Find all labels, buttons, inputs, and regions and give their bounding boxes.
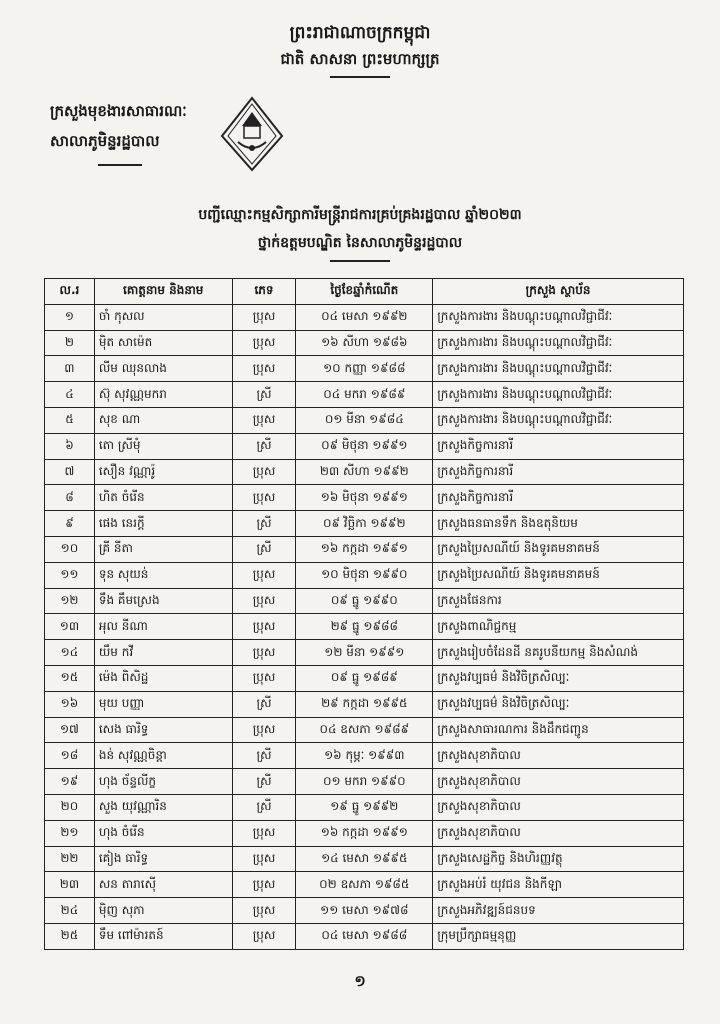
birth-date-cell: ០៤ មករា ១៩៨៩ [296,382,433,408]
birth-date-cell: ០៤ មេសា ១៩៩២ [296,304,433,330]
gender-cell: ប្រុស [232,459,296,485]
birth-date-cell: ១០ កញ្ញា ១៩៨៨ [296,356,433,382]
birth-date-cell: ១៩ ធ្នូ ១៩៩២ [296,794,433,820]
birth-date-cell: ០៩ វិច្ឆិកា ១៩៩២ [296,511,433,537]
table-row [45,923,684,949]
birth-date-cell: ០៤ មេសា ១៩៨៨ [296,923,433,949]
ministry-cell: ក្រសួងរៀបចំដែនដី នគរូបនីយកម្ម និងសំណង់ [433,640,684,666]
row-number-cell: ៣ [45,356,95,382]
row-number-cell: ៨ [45,485,95,511]
ministry-cell: ក្រសួងអភិវឌ្ឍន៍ជនបទ [433,898,684,924]
ministry-cell: ក្រុមប្រឹក្សាធម្មនុញ្ញ [433,923,684,949]
table-row [45,459,684,485]
row-number-cell: ៧ [45,459,95,485]
full-name-cell: ហុង ច័ន្ទលីក្ខ [94,769,232,795]
ministry-name: ក្រសួងមុខងារសាធារណៈ [50,102,187,120]
ministry-cell: ក្រសួងប្រៃសណីយ៍ និងទូរគមនាគមន៍ [433,562,684,588]
gender-cell: ប្រុស [232,923,296,949]
gender-cell: ស្រី [232,769,296,795]
row-number-cell: ១ [45,304,95,330]
row-number-cell: ១៦ [45,691,95,717]
row-number-cell: ១៥ [45,665,95,691]
birth-date-cell: ០២ ឧសភា ១៩៨៥ [296,872,433,898]
ministry-divider [98,164,142,166]
gender-cell: ប្រុស [232,407,296,433]
table-row [45,330,684,356]
ministry-cell: ក្រសួងការងារ និងបណ្តុះបណ្តាលវិជ្ជាជីវៈ [433,330,684,356]
row-number-cell: ៥ [45,407,95,433]
school-name: សាលាភូមិន្ទរដ្ឋបាល [50,132,160,150]
birth-date-cell: ១៦ កក្កដា ១៩៩១ [296,536,433,562]
column-header-name: គោត្តនាម និងនាម [94,279,232,305]
row-number-cell: ៩ [45,511,95,537]
trainee-table [44,278,684,950]
row-number-cell: ២០ [45,794,95,820]
birth-date-cell: ១៦ កុម្ភៈ ១៩៩៣ [296,743,433,769]
table-row [45,407,684,433]
full-name-cell: ទឹង គឹមស្រេង [94,588,232,614]
row-number-cell: ៤ [45,382,95,408]
gender-cell: ប្រុស [232,614,296,640]
full-name-cell: គៀង ធារិទ្ធ [94,846,232,872]
row-number-cell: ២១ [45,820,95,846]
birth-date-cell: ០៩ ធ្នូ ១៩៨៩ [296,665,433,691]
full-name-cell: លីម ឈុនលាង [94,356,232,382]
gender-cell: ប្រុស [232,562,296,588]
ministry-cell: ក្រសួងការងារ និងបណ្តុះបណ្តាលវិជ្ជាជីវៈ [433,304,684,330]
row-number-cell: ២៤ [45,898,95,924]
gender-cell: ប្រុស [232,485,296,511]
full-name-cell: ទុន សុយន់ [94,562,232,588]
gender-cell: ស្រី [232,794,296,820]
row-number-cell: ២៣ [45,872,95,898]
document-title: បញ្ជីឈ្មោះកម្មសិក្សាការីមន្ត្រីរាជការគ្រប់គ្រងរដ្ឋបាល ឆ្នាំ២០២៣ [198,207,522,223]
table-row [45,743,684,769]
gender-cell: ស្រី [232,382,296,408]
row-number-cell: ២២ [45,846,95,872]
full-name-cell: ម៉េង ពិសិដ្ឋ [94,665,232,691]
full-name-cell: ទឹម ពៅម៉ារតន៍ [94,923,232,949]
ministry-cell: ក្រសួងប្រៃសណីយ៍ និងទូរគមនាគមន៍ [433,536,684,562]
birth-date-cell: ១០ មិថុនា ១៩៩០ [296,562,433,588]
birth-date-cell: ១៤ មេសា ១៩៩៥ [296,846,433,872]
table-row [45,846,684,872]
birth-date-cell: ១៦ កក្កដា ១៩៩១ [296,820,433,846]
gender-cell: ប្រុស [232,588,296,614]
row-number-cell: ២៥ [45,923,95,949]
gender-cell: ប្រុស [232,304,296,330]
ministry-cell: ក្រសួងពាណិជ្ជកម្ម [433,614,684,640]
document-subtitle: ថ្នាក់ឧត្តមបណ្ឌិត នៃសាលាភូមិន្ទរដ្ឋបាល [257,235,463,251]
full-name-cell: តោ ស្រីមុំ [94,433,232,459]
table-row [45,640,684,666]
birth-date-cell: ២៣ សីហា ១៩៩២ [296,459,433,485]
table-row [45,433,684,459]
kingdom-heading: ព្រះរាជាណាចក្រកម្ពុជា [289,23,431,43]
full-name-cell: សុខ ណា [94,407,232,433]
ministry-cell: ក្រសួងសុខាភិបាល [433,743,684,769]
gender-cell: ស្រី [232,433,296,459]
ministry-cell: ក្រសួងធនធានទឹក និងឧតុនិយម [433,511,684,537]
table-row [45,794,684,820]
table-row [45,614,684,640]
table-row [45,665,684,691]
birth-date-cell: ១២ មីនា ១៩៩១ [296,640,433,666]
gender-cell: ប្រុស [232,846,296,872]
birth-date-cell: ១១ មេសា ១៩៧៨ [296,898,433,924]
ministry-cell: ក្រសួងអប់រំ យុវជន និងកីឡា [433,872,684,898]
ministry-cell: ក្រសួងផែនការ [433,588,684,614]
row-number-cell: ១៤ [45,640,95,666]
ministry-cell: ក្រសួងសេដ្ឋកិច្ច និងហិរញ្ញវត្ថុ [433,846,684,872]
table-row [45,511,684,537]
row-number-cell: ១៨ [45,743,95,769]
full-name-cell: គ្រី នីតា [94,536,232,562]
birth-date-cell: ១៦ សីហា ១៩៨៦ [296,330,433,356]
table-row [45,485,684,511]
column-header-number: ល.រ [45,279,95,305]
gender-cell: ប្រុស [232,872,296,898]
ministry-block [50,96,187,156]
column-header-ministry: ក្រសួង ស្ថាប័ន [433,279,684,305]
motto-divider [330,76,390,78]
gender-cell: ប្រុស [232,898,296,924]
table-row [45,562,684,588]
full-name-cell: សួង យុវណ្ណារិន [94,794,232,820]
table-header-row [45,279,684,305]
ministry-cell: ក្រសួងកិច្ចការនារី [433,459,684,485]
ministry-cell: ក្រសួងកិច្ចការនារី [433,433,684,459]
column-header-birthdate: ថ្ងៃខែឆ្នាំកំណើត [296,279,433,305]
full-name-cell: ម៉ិញ សុភា [94,898,232,924]
ministry-cell: ក្រសួងវប្បធម៌ និងវិចិត្រសិល្បៈ [433,665,684,691]
birth-date-cell: ០១ មករា ១៩៩០ [296,769,433,795]
full-name-cell: សន តារាស៊ើ [94,872,232,898]
table-row [45,820,684,846]
title-divider [330,260,390,262]
gender-cell: ប្រុស [232,820,296,846]
column-header-gender: ភេទ [232,279,296,305]
birth-date-cell: ២៩ ធ្នូ ១៩៨៨ [296,614,433,640]
full-name-cell: ហិត ចំរើន [94,485,232,511]
table-row [45,536,684,562]
gender-cell: ស្រី [232,536,296,562]
full-name-cell: ផេង នេរក្តី [94,511,232,537]
row-number-cell: ១៩ [45,769,95,795]
birth-date-cell: ២៩ កក្កដា ១៩៩៥ [296,691,433,717]
row-number-cell: ២ [45,330,95,356]
page-number: ១ [354,972,366,990]
birth-date-cell: ១៦ មិថុនា ១៩៩១ [296,485,433,511]
full-name-cell: ស៊ុ សុវណ្ណមករា [94,382,232,408]
birth-date-cell: ០៩ មិថុនា ១៩៩១ [296,433,433,459]
ministry-cell: ក្រសួងកិច្ចការនារី [433,485,684,511]
ministry-cell: ក្រសួងការងារ និងបណ្តុះបណ្តាលវិជ្ជាជីវៈ [433,382,684,408]
row-number-cell: ១២ [45,588,95,614]
national-motto: ជាតិ សាសនា ព្រះមហាក្សត្រ [280,50,440,68]
birth-date-cell: ០៩ ធ្នូ ១៩៩០ [296,588,433,614]
full-name-cell: ម៉ិត សាម៉េត [94,330,232,356]
table-row [45,588,684,614]
full-name-cell: យឹម កវី [94,640,232,666]
table-row [45,717,684,743]
full-name-cell: អុល នីណា [94,614,232,640]
gender-cell: ប្រុស [232,330,296,356]
emblem-logo [220,96,284,172]
row-number-cell: ១៣ [45,614,95,640]
table-row [45,872,684,898]
gender-cell: ប្រុស [232,665,296,691]
table-row [45,769,684,795]
ministry-cell: ក្រសួងការងារ និងបណ្តុះបណ្តាលវិជ្ជាជីវៈ [433,407,684,433]
ministry-cell: ក្រសួងសុខាភិបាល [433,820,684,846]
full-name-cell: សេង ធារិទ្ធ [94,717,232,743]
full-name-cell: សឿន វណ្ណារ៉ូ [94,459,232,485]
gender-cell: ប្រុស [232,640,296,666]
ministry-cell: ក្រសួងសុខាភិបាល [433,769,684,795]
row-number-cell: ១០ [45,536,95,562]
gender-cell: ប្រុស [232,356,296,382]
gender-cell: ស្រី [232,743,296,769]
row-number-cell: ១១ [45,562,95,588]
ministry-cell: ក្រសួងវប្បធម៌ និងវិចិត្រសិល្បៈ [433,691,684,717]
ministry-cell: ក្រសួងសាធារណការ និងដឹកជញ្ជូន [433,717,684,743]
table-row [45,382,684,408]
gender-cell: ស្រី [232,691,296,717]
table-row [45,356,684,382]
gender-cell: ស្រី [232,511,296,537]
table-row [45,898,684,924]
full-name-cell: ចាំ កុសល [94,304,232,330]
full-name-cell: ហុង ចំរើន [94,820,232,846]
birth-date-cell: ០៤ ឧសភា ១៩៨៩ [296,717,433,743]
table-row [45,691,684,717]
full-name-cell: មុយ បញ្ញា [94,691,232,717]
row-number-cell: ៦ [45,433,95,459]
gender-cell: ប្រុស [232,717,296,743]
birth-date-cell: ០១ មីនា ១៩៨៤ [296,407,433,433]
row-number-cell: ១៧ [45,717,95,743]
ministry-cell: ក្រសួងការងារ និងបណ្តុះបណ្តាលវិជ្ជាជីវៈ [433,356,684,382]
full-name-cell: ងន់ សុវណ្ណចិន្តា [94,743,232,769]
ministry-cell: ក្រសួងសុខាភិបាល [433,794,684,820]
table-row [45,304,684,330]
